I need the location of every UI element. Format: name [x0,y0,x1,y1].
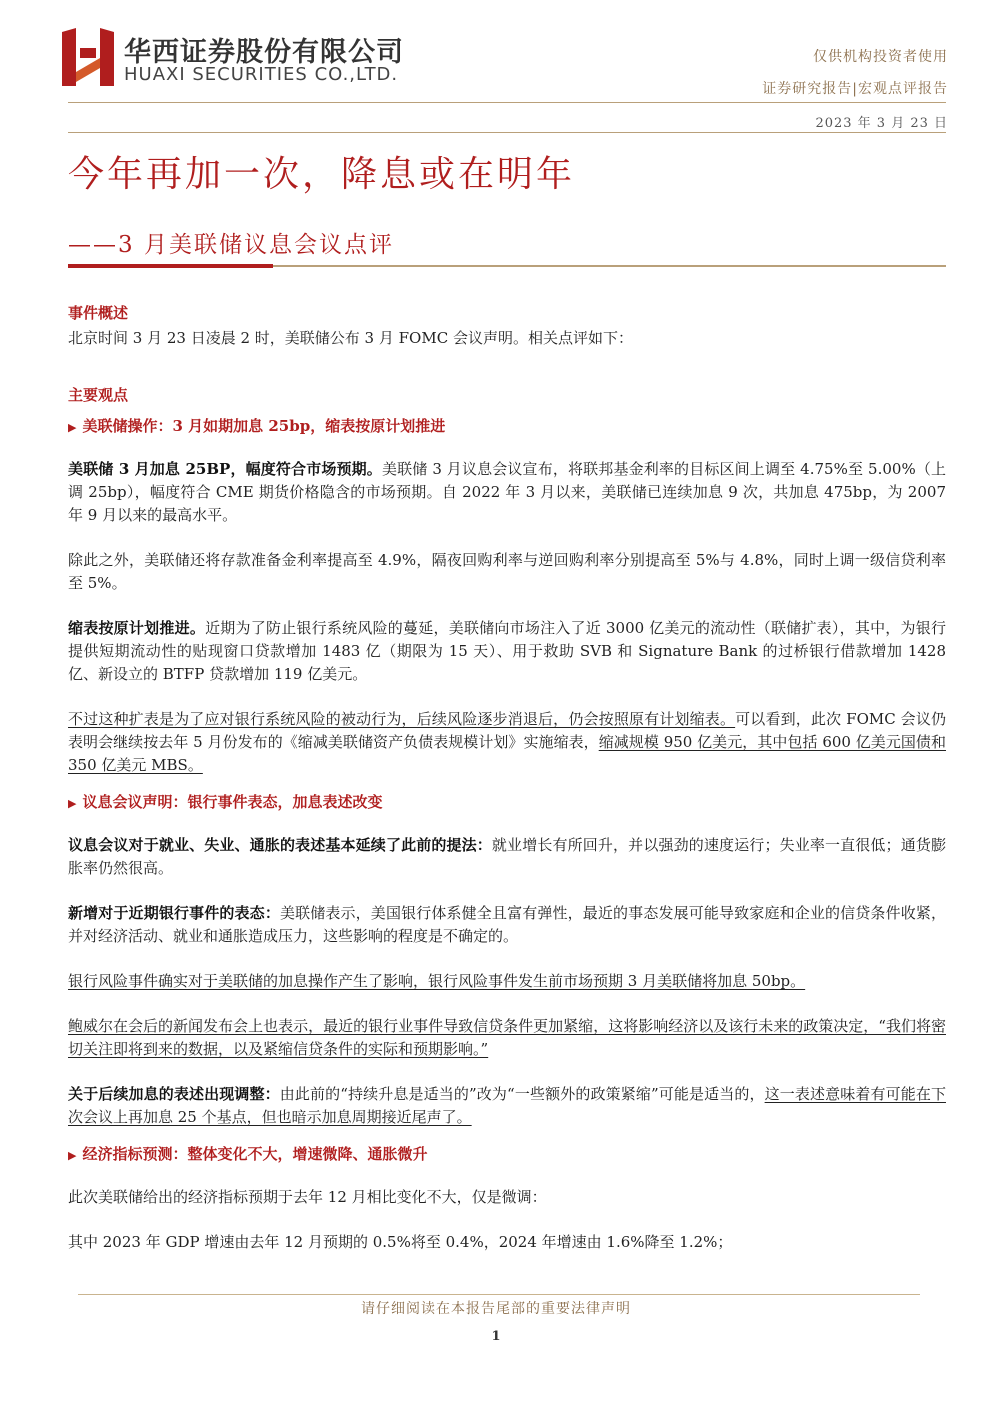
event-heading: 事件概述 [68,304,129,322]
company-name-en: HUAXI SECURITIES CO.,LTD. [124,64,399,85]
paragraph-powell: 鲍威尔在会后的新闻发布会上也表示，最近的银行业事件导致信贷条件更加紧缩，这将影响经济以及该行未来的政策决定，“我们将密切关注即将到来的数据，以及紧缩信贷条件的实际和预期影响。” [68,1017,946,1058]
paragraph-projections-intro: 此次美联储给出的经济指标预期于去年 12 月相比变化不大，仅是微调： [68,1188,547,1206]
page-number: 1 [491,1329,501,1344]
paragraph-other-rates: 除此之外，美联储还将存款准备金利率提高至 4.9%，隔夜回购利率与逆回购利率分别提高至 5%与 4.8%，同时上调一级信贷利率至 5%。 [68,551,946,592]
paragraph-gdp-projection: 其中 2023 年 GDP 增速由去年 12 月预期的 0.5%将至 0.4%，2024 年增速由 1.6%降至 1.2%； [68,1233,733,1251]
title-underline-accent [68,264,273,268]
event-paragraph: 北京时间 3 月 23 日凌晨 2 时，美联储公布 3 月 FOMC 会议声明。相关点评如下： [68,329,633,347]
company-logo-icon [62,28,114,86]
paragraph-qt-plan: 不过这种扩表是为了应对银行系统风险的被动行为，后续风险逐步消退后，仍会按照原有计划缩表。可以看到，此次 FOMC 会议仍表明会继续按去年 5 月份发布的《缩减美联储资产负债表规模计划》实施缩表，缩减规模 950 亿美元，其中包括 600 亿美元国债和 350 亿美元 MBS。 [68,710,946,774]
report-type: 证券研究报告|宏观点评报告 [762,81,948,97]
date-divider [68,132,946,133]
company-name-cn: 华西证券股份有限公司 [124,37,404,68]
paragraph-balance-sheet: 缩表按原计划推进。近期为了防止银行系统风险的蔓延，美联储向市场注入了近 3000 亿美元的流动性（联储扩表），其中，为银行提供短期流动性的贴现窗口贷款增加 1483 亿（期限为 15 天）、用于救助 SVB 和 Signature Bank 的过桥银行借款增加 1428 亿、新设立的 BTFP 贷款增加 119 亿美元。 [68,619,946,683]
subheading-statement: ▶ 议息会议声明：银行事件表态，加息表述改变 [68,793,383,811]
footer-divider [78,1294,920,1295]
report-title: 今年再加一次，降息或在明年 [68,154,576,195]
paragraph-employment: 议息会议对于就业、失业、通胀的表述基本延续了此前的提法：就业增长有所回升，并以强劲的速度运行；失业率一直很低；通货膨胀率仍然很高。 [68,836,946,877]
triangle-bullet-icon: ▶ [68,797,77,810]
header-divider [68,102,946,103]
triangle-bullet-icon: ▶ [68,421,77,434]
subheading-fed-operation: ▶ 美联储操作：3 月如期加息 25bp，缩表按原计划推进 [68,417,446,435]
subheading-projections: ▶ 经济指标预测：整体变化不大，增速微降、通胀微升 [68,1145,428,1163]
paragraph-rate-hike: 美联储 3 月加息 25BP，幅度符合市场预期。美联储 3 月议息会议宣布，将联邦基金利率的目标区间上调至 4.75%至 5.00%（上调 25bp），幅度符合 CME 期货价格隐含的市场预期。自 2022 年 3 月以来，美联储已连续加息 9 次，共加息 475bp，为 2007 年 9 月以来的最高水平。 [68,460,947,524]
title-underline [273,265,946,267]
audience-disclaimer: 仅供机构投资者使用 [813,49,948,65]
report-body [68,290,946,1254]
paragraph-bank-risk-impact: 银行风险事件确实对于美联储的加息操作产生了影响，银行风险事件发生前市场预期 3 月美联储将加息 50bp。 [68,972,806,990]
paragraph-guidance-change: 关于后续加息的表述出现调整：由此前的“持续升息是适当的”改为“一些额外的政策紧缩”可能是适当的，这一表述意味着有可能在下次会议上再加息 25 个基点，但也暗示加息周期接近尾声了。 [68,1085,946,1126]
paragraph-bank-events: 新增对于近期银行事件的表态：美联储表示，美国银行体系健全且富有弹性，最近的事态发展可能导致家庭和企业的信贷条件收紧，并对经济活动、就业和通胀造成压力，这些影响的程度是不确定的。 [68,904,946,945]
main-views-heading: 主要观点 [68,386,129,404]
legal-notice: 请仔细阅读在本报告尾部的重要法律声明 [361,1301,631,1317]
report-subtitle: ——3 月美联储议息会议点评 [68,232,394,258]
report-date: 2023 年 3 月 23 日 [815,116,948,131]
triangle-bullet-icon: ▶ [68,1149,77,1162]
